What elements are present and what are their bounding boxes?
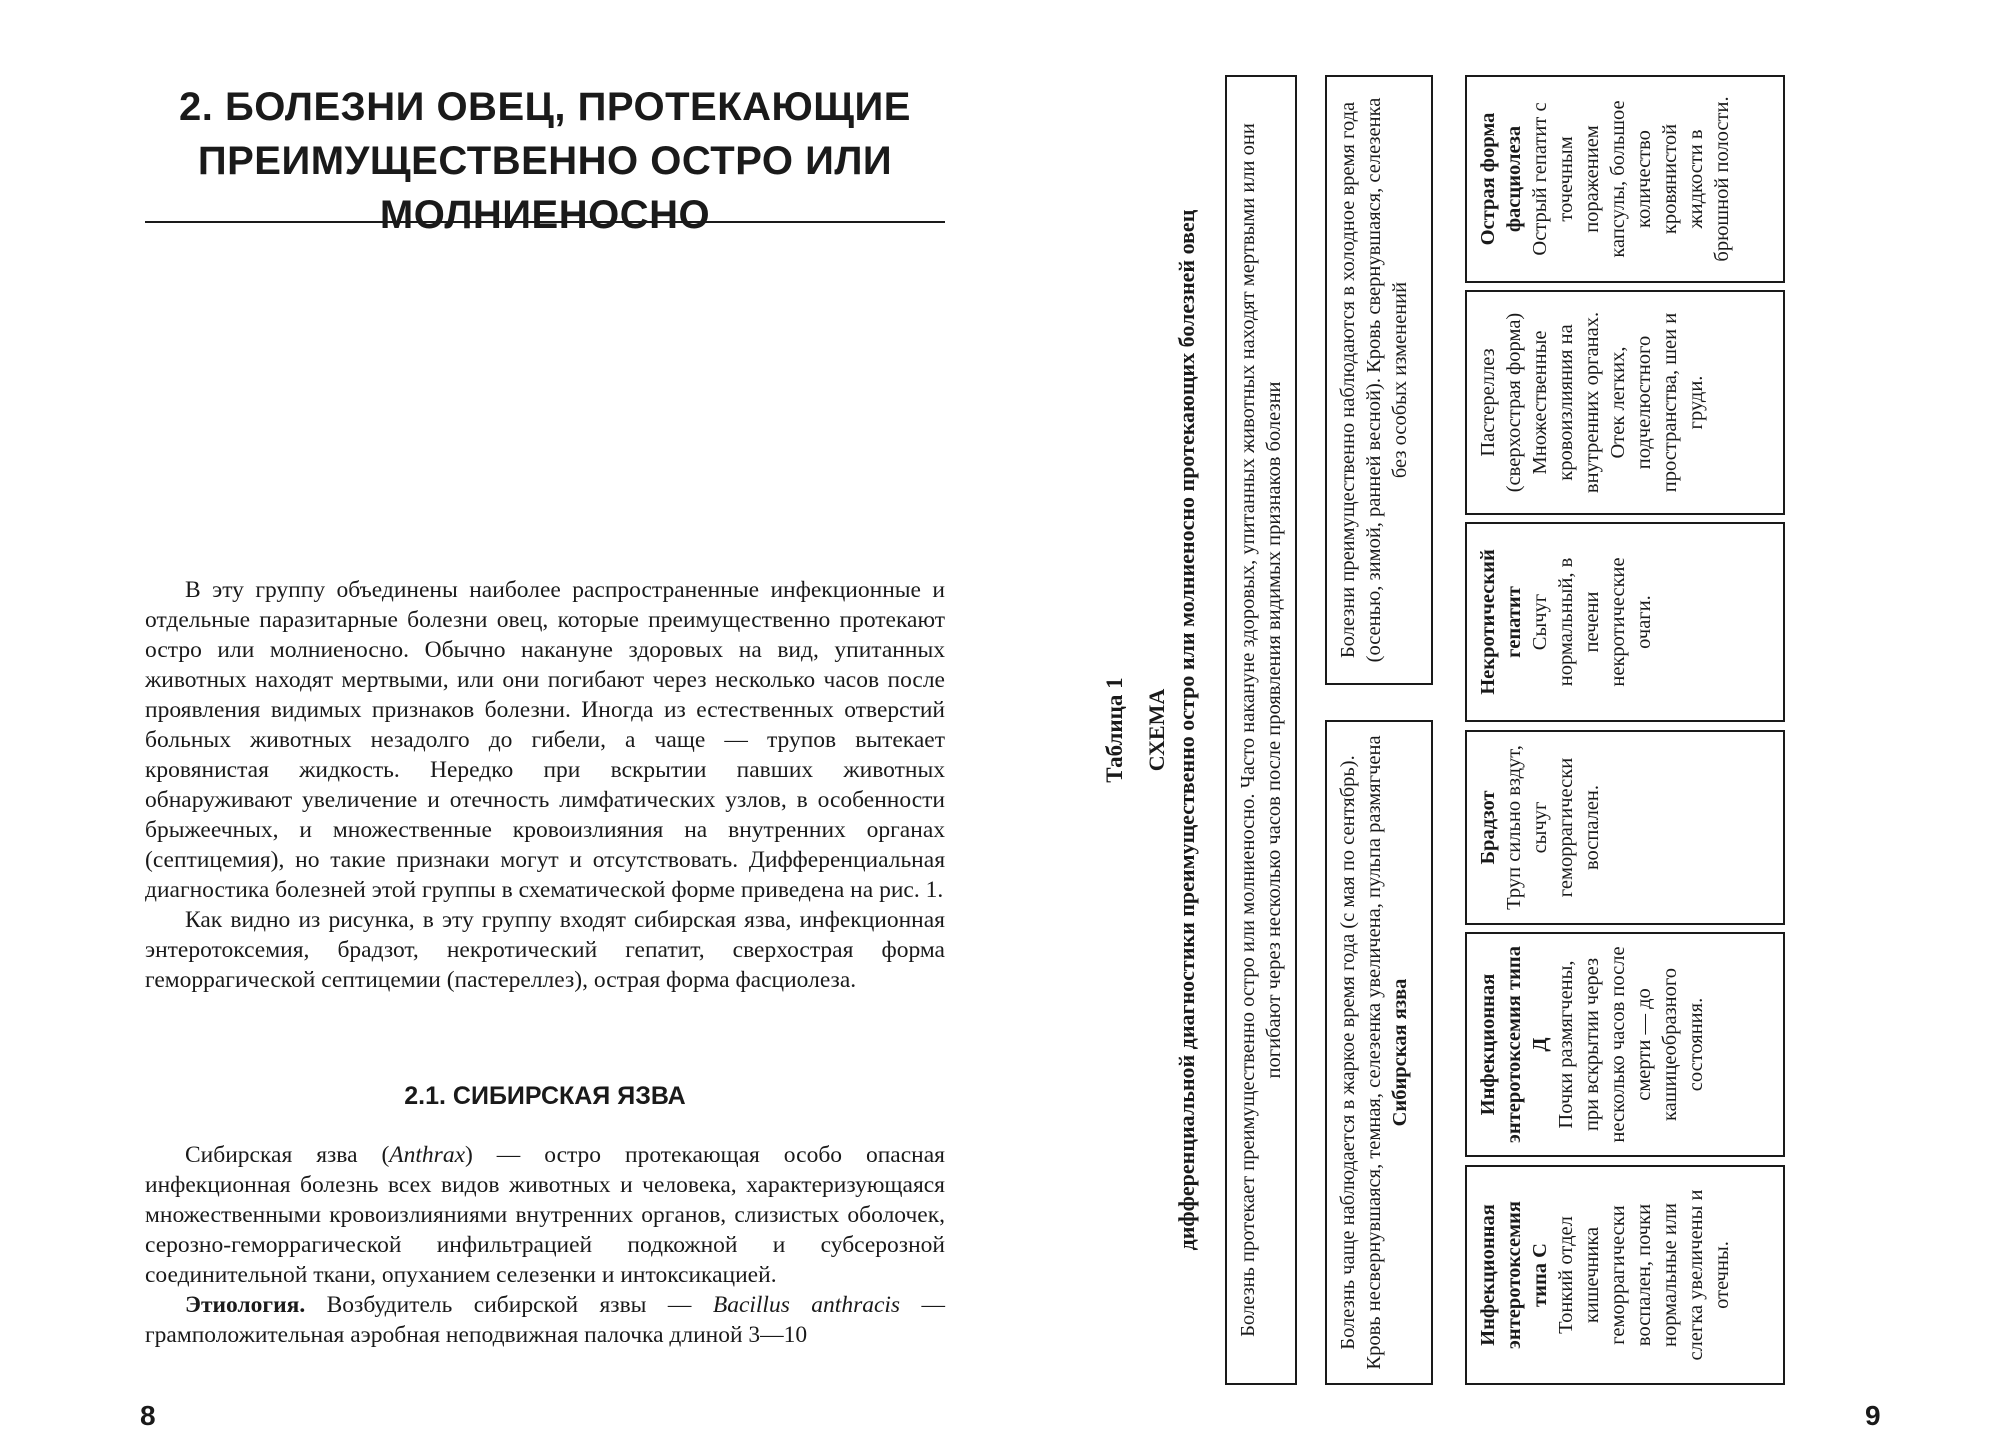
table-title-line-2: дифференциальной диагностики преимущественно остро или молниеносно протекающих болезней овец [1174, 209, 1199, 1251]
intro-text [145, 575, 945, 995]
disease-cell [1465, 75, 1785, 283]
disease-cell [1465, 1165, 1785, 1385]
disease-cell-text: Почки размягчены, при вскрытии через несколько часов после смерти — до кашицеобразного состояния. [1555, 946, 1707, 1143]
table-label: Таблица 1 [1102, 677, 1127, 783]
disease-cell-text: Тонкий отдел кишечника геморрагически воспален, почки нормальные или слегка увеличены и отечны. [1555, 1189, 1733, 1361]
disease-cell-text: Труп сильно вздут, сычуг геморрагически воспален. [1503, 745, 1603, 910]
scheme-top-box: Болезнь протекает преимущественно остро или молниеносно. Часто накануне здоровых, упитанных животных находят мертвыми или они погибают через несколько часов после проявления видимых признаков болезни [1225, 75, 1297, 1385]
etiology-paragraph [145, 1290, 945, 1350]
section-heading: 2.1. СИБИРСКАЯ ЯЗВА [404, 1082, 686, 1110]
disease-cell-title: Инфекционная энтеротоксемия типа Д [1477, 946, 1551, 1143]
disease-cell-text: Острый гепатит с точечным поражением капсулы, большое количество кровянистой жидкости в брюшной полости. [1529, 96, 1733, 262]
disease-cell-text: Пастереллез (сверхострая форма) Множественные кровоизлияния на внутренних органах. Отек легких, подчелюстного пространства, шеи и груди. [1477, 311, 1707, 494]
disease-cell-title: Некротический гепатит [1477, 549, 1525, 695]
scheme-cold-season-box: Болезни преимущественно наблюдаются в холодное время года (осенью, зимой, ранней весной). Кровь свернувшаяся, селезенка без особых изменений [1325, 75, 1433, 685]
anthrax-text [145, 1140, 945, 1350]
scheme-warm-season-box [1325, 720, 1433, 1385]
disease-cell [1465, 290, 1785, 515]
disease-cell [1465, 522, 1785, 722]
disease-cell [1465, 932, 1785, 1157]
anthrax-text-b: ) — остро протекающая особо опасная инфекционная болезнь всех видов животных и человека, характеризующаяся множественными кровоизлияниями внутренних органов, слизистых оболочек, серозно-геморрагической инфильтрацией подкожной и субсерозной соединительной ткани, опуханием селезенки и интоксикацией. [145, 1142, 945, 1288]
disease-cell-title: Острая форма фасциолеза [1477, 112, 1525, 246]
right-page [1000, 0, 2000, 1455]
rotated-table [1080, 75, 1820, 1385]
intro-paragraph-1: В эту группу объединены наиболее распространенные инфекционные и отдельные паразитарные болезни овец, которые преимущественно протекают остро или молниеносно. Обычно накануне здоровых на вид, упитанных животных находят мертвыми, или они погибают через несколько часов после проявления видимых признаков болезни. Иногда из естественных отверстий больных животных незадолго до гибели, а чаще — трупов вытекает кровянистая жидкость. Нередко при вскрытии павших животных обнаруживают увеличение и отечность лимфатических узлов, в особенности брыжеечных, и множественные кровоизлияния на внутренних органах (септицемия), но такие признаки могут и отсутствовать. Дифференциальная диагностика болезней этой группы в схематической форме приведена на рис. 1. [145, 577, 945, 903]
title-rule [145, 221, 945, 223]
chapter-title: 2. БОЛЕЗНИ ОВЕЦ, ПРОТЕКАЮЩИЕ ПРЕИМУЩЕСТВЕННО ОСТРО ИЛИ МОЛНИЕНОСНО [179, 85, 911, 237]
disease-cell-title: Брадзот [1477, 790, 1499, 865]
warm-season-disease: Сибирская язва [1389, 978, 1411, 1127]
disease-cell-title: Инфекционная энтеротоксемия типа С [1477, 1201, 1551, 1349]
etiology-text-b: — грамположительная аэробная неподвижная палочка длиной 3—10 [145, 1292, 946, 1348]
anthrax-paragraph [145, 1140, 945, 1290]
etiology-label: Этиология. [185, 1292, 306, 1318]
disease-cell-text: Сычуг нормальный, в печени некротические очаги. [1529, 557, 1655, 687]
anthrax-text-a: Сибирская язва ( [185, 1142, 390, 1168]
etiology-text-a: Возбудитель сибирской язвы — [305, 1292, 713, 1318]
page-number-right: 9 [1865, 1400, 1881, 1431]
anthrax-latin: Anthrax [389, 1142, 466, 1168]
etiology-latin: Bacillus anthracis [712, 1292, 901, 1318]
page-number-left: 8 [140, 1400, 156, 1431]
table-title [1142, 75, 1202, 1385]
warm-season-text: Болезнь чаще наблюдается в жаркое время года (с мая по сентябрь). Кровь несвернувшаяся, темная, селезенка увеличена, пульпа размягчена [1337, 735, 1385, 1370]
intro-paragraph-2: Как видно из рисунка, в эту группу входят сибирская язва, инфекционная энтеротоксемия, брадзот, некротический гепатит, сверхострая форма геморрагической септицемии (пастереллез), острая форма фасциолеза. [145, 907, 945, 993]
table-title-line-1: СХЕМА [1144, 688, 1169, 772]
disease-cell [1465, 730, 1785, 925]
